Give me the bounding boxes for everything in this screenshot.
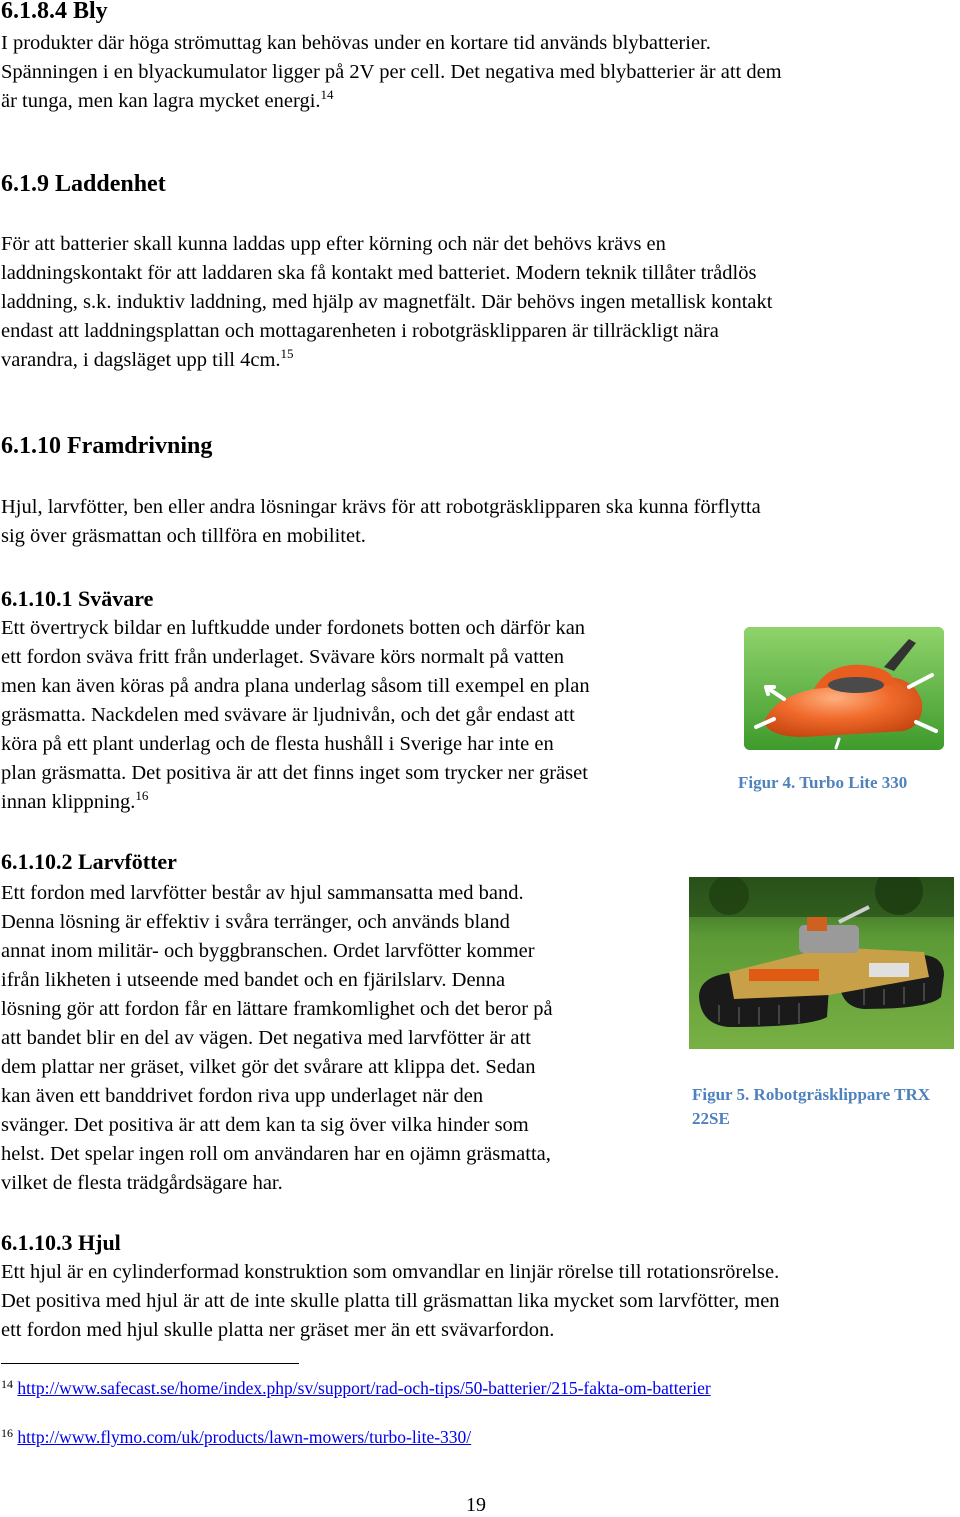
text-line: innan klippning.$^{16}$	[1, 788, 149, 813]
text-line: gräsmatta. Nackdelen med svävare är ljudnivån, och det går endast att	[1, 704, 575, 726]
footnote-ref-15[interactable]: 15	[280, 346, 294, 361]
footnote-16	[1, 1426, 471, 1448]
text-line: men kan även köras på andra plana underlag såsom till exempel en plan	[1, 675, 590, 697]
text-line: Ett övertryck bildar en luftkudde under fordonets botten och därför kan	[1, 617, 586, 639]
paragraph-larvfotter	[1, 879, 553, 1198]
text-line: Ett hjul är en cylinderformad konstruktion som omvandlar en linjär rörelse till rotationsrörelse.	[1, 1261, 780, 1283]
heading-laddenhet: 6.1.9 Laddenhet	[1, 171, 166, 197]
text-line: ett fordon sväva fritt från underlaget. Svävare körs normalt på vatten	[1, 646, 564, 668]
text-line: För att batterier skall kunna laddas upp efter körning och när det behövs krävs en	[1, 233, 666, 255]
paragraph-bly	[1, 29, 782, 116]
figure-4-caption: Figur 4. Turbo Lite 330	[738, 773, 908, 792]
text-line: Denna lösning är effektiv i svåra terränger, och används bland	[1, 911, 510, 933]
paragraph-framdrivning	[1, 493, 761, 551]
text-line: dem plattar ner gräset, vilket gör det svårare att klippa det. Sedan	[1, 1056, 536, 1078]
footnote-link[interactable]: http://www.flymo.com/uk/products/lawn-mowers/turbo-lite-330/	[17, 1427, 472, 1447]
text-line: vilket de flesta trädgårdsägare har.	[1, 1172, 283, 1194]
text-line: helst. Det spelar ingen roll om användaren har en ojämn gräsmatta,	[1, 1143, 551, 1165]
heading-hjul: 6.1.10.3 Hjul	[1, 1230, 121, 1255]
text-line: svänger. Det positiva är att dem kan ta sig över vilka hinder som	[1, 1114, 529, 1136]
heading-larvfotter: 6.1.10.2 Larvfötter	[1, 849, 177, 874]
text-line: laddning, s.k. induktiv laddning, med hjälp av magnetfält. Där behövs ingen metallisk kontakt	[1, 291, 773, 313]
text-line: laddningskontakt för att laddaren ska få kontakt med batteriet. Modern teknik tillåter trådlös	[1, 262, 757, 284]
text-line: sig över gräsmattan och tillföra en mobilitet.	[1, 525, 366, 547]
footnote-ref-14[interactable]: 14	[320, 87, 334, 102]
text-line: Spänningen i en blyackumulator ligger på 2V per cell. Det negativa med blybatterier är att dem	[1, 61, 782, 83]
hover-mower-illustration-icon	[744, 627, 944, 750]
text-line: endast att laddningsplattan och mottagarenheten i robotgräsklipparen är tillräckligt nära	[1, 320, 719, 342]
heading-bly: 6.1.8.4 Bly	[1, 0, 108, 24]
heading-svavare: 6.1.10.1 Svävare	[1, 586, 154, 611]
text-line: kan även ett banddrivet fordon riva upp underlaget när den	[1, 1085, 484, 1107]
paragraph-laddenhet	[1, 230, 772, 375]
text-line: att bandet blir en del av vägen. Det negativa med larvfötter är att	[1, 1027, 531, 1049]
footnote-ref-16[interactable]: 16	[135, 788, 149, 803]
text-line: Hjul, larvfötter, ben eller andra lösningar krävs för att robotgräsklipparen ska kunna förflytta	[1, 496, 761, 518]
caption-line: Figur 5. Robotgräsklippare TRX	[692, 1085, 931, 1104]
text-line: ifrån likheten i utseende med bandet och en fjärilslarv. Denna	[1, 969, 506, 991]
text-line: köra på ett plant underlag och de flesta hushåll i Sverige har inte en	[1, 733, 554, 755]
caption-line: 22SE	[692, 1109, 730, 1128]
figure-5-caption	[692, 1083, 930, 1131]
paragraph-svavare	[1, 614, 590, 817]
heading-framdrivning: 6.1.10 Framdrivning	[1, 433, 213, 459]
text-line: lösning gör att fordon får en lättare framkomlighet och det beror på	[1, 998, 553, 1020]
text-line: plan gräsmatta. Det positiva är att det finns inget som trycker ner gräset	[1, 762, 588, 784]
footnote-link[interactable]: http://www.safecast.se/home/index.php/sv/support/rad-och-tips/50-batterier/215-fakta-om-batterier	[17, 1378, 711, 1398]
footnote-separator	[1, 1363, 299, 1364]
footnote-14	[1, 1377, 711, 1399]
text-line: ett fordon med hjul skulle platta ner gräset mer än ett svävarfordon.	[1, 1319, 555, 1341]
figure-4-image	[744, 627, 944, 750]
page-number: 19	[466, 1494, 486, 1516]
text-line: Ett fordon med larvfötter består av hjul sammansatta med band.	[1, 882, 524, 904]
figure-5-image	[689, 877, 954, 1049]
footnote-number: 16	[1, 1426, 13, 1440]
text-line: annat inom militär- och byggbranschen. Ordet larvfötter kommer	[1, 940, 535, 962]
text-line: är tunga, men kan lagra mycket energi.$^{14}$	[1, 87, 334, 112]
footnote-number: 14	[1, 1377, 13, 1391]
text-line: Det positiva med hjul är att de inte skulle platta till gräsmattan lika mycket som larvfötter, men	[1, 1290, 780, 1312]
text-line: I produkter där höga strömuttag kan behövas under en kortare tid används blybatterier.	[1, 32, 711, 54]
paragraph-hjul	[1, 1258, 780, 1345]
text-line: varandra, i dagsläget upp till 4cm.$^{15}$	[1, 346, 294, 371]
tracked-robot-mower-photo-icon	[689, 877, 954, 1049]
